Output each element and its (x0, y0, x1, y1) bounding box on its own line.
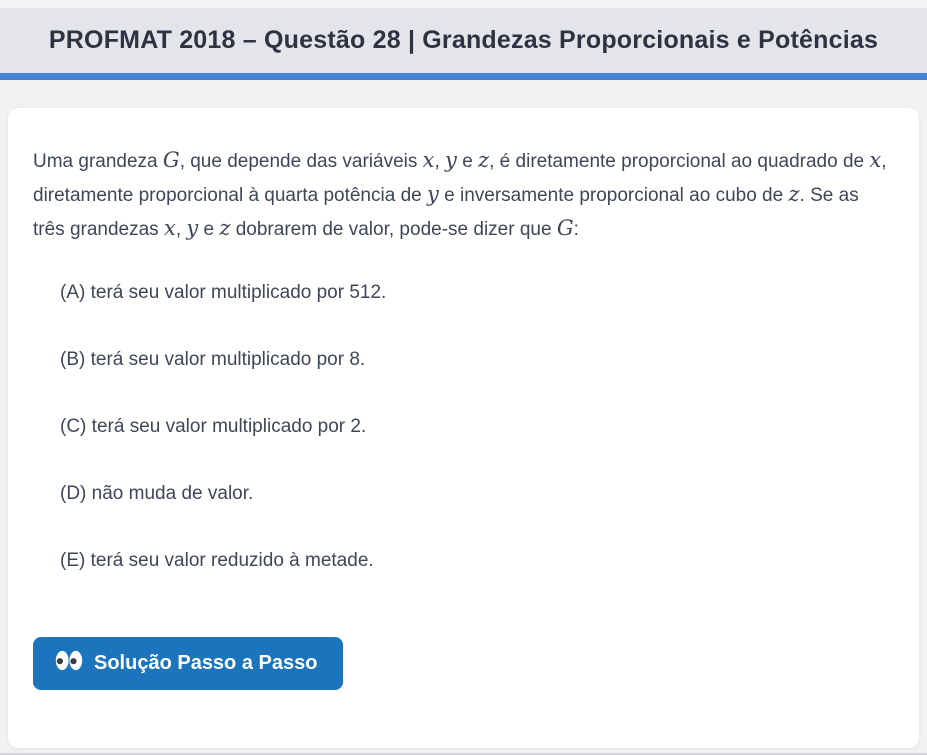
option-text: terá seu valor multiplicado por 8. (90, 349, 366, 370)
page-title: PROFMAT 2018 – Questão 28 | Grandezas Proporcionais e Potências (48, 26, 879, 54)
question-segment: , é diretamente proporcional ao quadrado de (489, 151, 870, 172)
question-segment: dobrarem de valor, pode-se dizer que (230, 219, 557, 240)
question-segment: e (198, 219, 220, 240)
solution-button-label: Solução Passo a Passo (94, 652, 318, 674)
option-text: não muda de valor. (91, 483, 254, 504)
math-variable: y (186, 216, 199, 240)
option-label: (E) (60, 550, 86, 571)
math-variable: x (869, 148, 882, 172)
option-label: (B) (60, 349, 86, 370)
question-text (33, 145, 889, 247)
question-segment: , que depende das variáveis (179, 151, 423, 172)
question-segment: , (434, 151, 446, 172)
option-row (60, 479, 889, 509)
math-variable: z (478, 148, 490, 172)
accent-divider (0, 73, 927, 80)
question-segment: . Se as três grandezas (33, 185, 859, 240)
math-variable: x (163, 216, 176, 240)
option-label: (C) (60, 416, 87, 437)
math-variable: y (426, 182, 439, 206)
question-card (8, 108, 919, 748)
option-row (60, 546, 889, 576)
question-segment: e inversamente proporcional ao cubo de (438, 185, 789, 206)
content-area (0, 80, 927, 755)
solution-button[interactable] (33, 637, 343, 690)
question-segment: e (456, 151, 479, 172)
option-row (60, 345, 889, 375)
math-variable: G (556, 216, 574, 240)
question-segment: , diretamente proporcional à quarta potência de (33, 151, 887, 206)
math-variable: G (162, 148, 180, 172)
page-top-margin (0, 0, 927, 8)
option-row (60, 278, 889, 308)
math-variable: x (422, 148, 435, 172)
math-variable: y (445, 148, 457, 172)
eyes-icon (55, 650, 83, 677)
math-variable: z (219, 216, 231, 240)
question-segment: Uma grandeza (33, 151, 163, 172)
option-text: terá seu valor multiplicado por 512. (90, 282, 387, 303)
question-segment: : (573, 219, 579, 240)
option-label: (A) (60, 282, 86, 303)
option-row (60, 412, 889, 442)
math-variable: z (788, 182, 800, 206)
options-list (60, 278, 889, 576)
option-text: terá seu valor reduzido à metade. (90, 550, 374, 571)
header-bar (0, 8, 927, 73)
option-label: (D) (60, 483, 87, 504)
question-segment: , (175, 219, 187, 240)
option-text: terá seu valor multiplicado por 2. (91, 416, 367, 437)
